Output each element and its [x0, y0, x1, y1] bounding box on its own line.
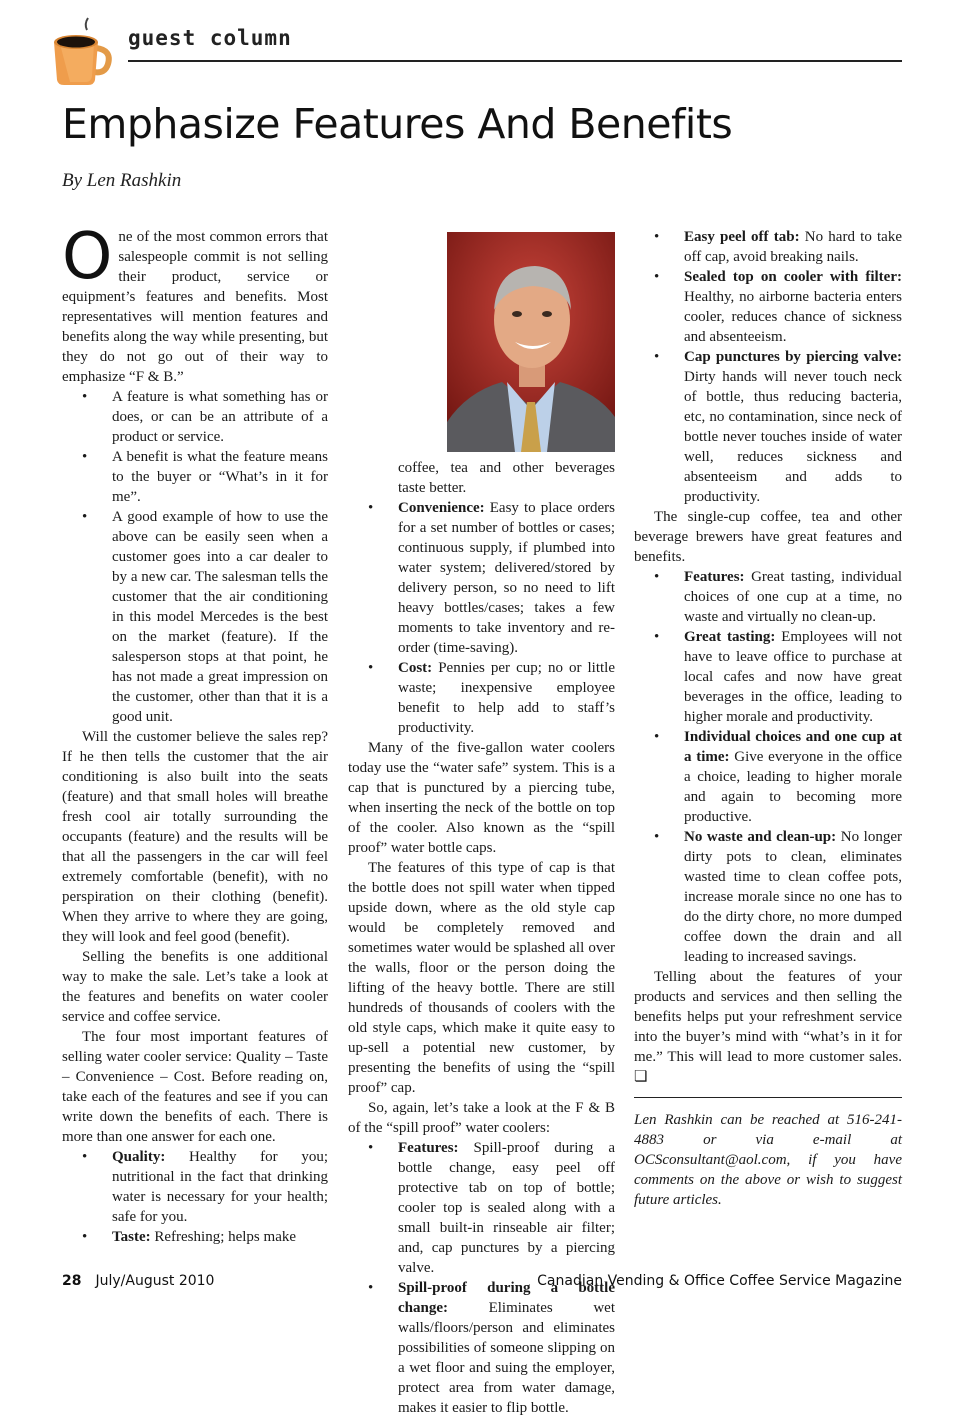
single-cup-list — [634, 567, 902, 967]
list-item: • Cost: Pennies per cup; no or little waste; inexpensive employee benefit to help add to staff’s productivity. — [348, 658, 615, 738]
intro-paragraph: One of the most common errors that salespeople commit is not selling their product, service or equipment’s features and benefits. Most representatives will mention features and benefits along the way while presenting, but they do not go out of their way to emphasize “F & B.” — [62, 220, 328, 385]
body-paragraph: Many of the five-gallon water coolers today use the “water safe” system. This is a cap that is punctured by a piercing tube, when inserting the neck of the bottle on top of the cooler. Also known as the “spill proof” water bottle caps. — [348, 740, 615, 856]
issue-date: July/August 2010 — [95, 1273, 215, 1289]
water-benefits-list — [62, 1147, 328, 1247]
list-item: • Features: Spill-proof during a bottle change, easy peel off protective tab on top of bottle; cooler top is sealed along with a small built-in rinseable air filter; and, cap punctures by a piercing valve. — [348, 1138, 615, 1278]
body-paragraph: Selling the benefits is one additional way to make the sale. Let’s take a look at the features and benefits on water cooler service and coffee service. — [62, 949, 328, 1025]
list-item: • Convenience: Easy to place orders for a set number of bottles or cases; continuous supply, if plumbed into water system; delivered/stored by delivery person, so no need to lift heavy bottles/cases; takes a few moments to take inventory and re-order (time-saving). — [348, 498, 615, 658]
spill-proof-list-continued — [634, 227, 902, 507]
list-item: • Sealed top on cooler with filter: Healthy, no airborne bacteria enters cooler, reduces chance of sickness and absenteeism. — [634, 267, 902, 347]
definition-list — [62, 387, 328, 727]
byline: By Len Rashkin — [62, 170, 182, 191]
list-item: • A benefit is what the feature means to the buyer or “What’s in it for me”. — [62, 447, 328, 507]
list-item: • Cap punctures by piercing valve: Dirty hands will never touch neck of bottle, thus reducing bacteria, etc, no contamination, since neck of bottle never touches inside of water well, reduces sickness and absenteeism and adds to productivity. — [634, 347, 902, 507]
signature-rule — [634, 1097, 902, 1098]
header-rule — [128, 60, 902, 62]
author-photo — [447, 232, 615, 452]
list-item: • Spill-proof during a bottle change: Eliminates wet walls/floors/person and eliminates possibilities of someone slipping on a wet floor and suing the employer, protect area from water damage, makes it easier to flip bottle. — [348, 1278, 615, 1418]
author-contact-note: Len Rashkin can be reached at 516-241-4883 or via e-mail at OCSconsultant@aol.com, if you have comments on the above or wish to suggest future articles. — [634, 1112, 902, 1208]
body-paragraph: Will the customer believe the sales rep? If he then tells the customer that the air conditioning is also built into the seats (feature) and that small holes will breathe fresh cool air totally surrounding the occupants (feature) and the results will be that all the passengers in the car will feel extremely comfortable (benefit), with no perspiration on their clothing (benefit). When they arrive to where they are going, they will look and feel good (benefit). — [62, 729, 328, 945]
closing-paragraph: Telling about the features of your products and services and then selling the benefits helps put your refreshment service into the buyer’s mind with “what’s in it for me.” This will lead to more customer sales. ❏ — [634, 969, 902, 1085]
list-item: • Easy peel off tab: No hard to take off cap, avoid breaking nails. — [634, 227, 902, 267]
magazine-name: Canadian Vending & Office Coffee Service Magazine — [537, 1273, 902, 1289]
list-item: • A feature is what something has or does, or can be an attribute of a product or service. — [62, 387, 328, 447]
list-item: • Taste: Refreshing; helps make — [62, 1227, 328, 1247]
list-item: • Quality: Healthy for you; nutritional in the fact that drinking water is necessary for your health; safe for you. — [62, 1147, 328, 1227]
column-1 — [62, 220, 328, 1247]
body-paragraph: So, again, let’s take a look at the F & B of the “spill proof” water coolers: — [348, 1100, 615, 1136]
list-item: • A good example of how to use the above can be easily seen when a customer goes into a car dealer to by a new car. The salesman tells the customer that the air conditioning in this model Mercedes is the best on the market (feature). If the salesperson stops at that point, he has not made a great impression on the customer, other than that it is a good unit. — [62, 507, 328, 727]
list-item: • Features: Great tasting, individual choices of one cup at a time, no waste and virtually no clean-up. — [634, 567, 902, 627]
column-label: guest column — [128, 26, 292, 50]
column-2 — [348, 227, 615, 1418]
body-paragraph: The single-cup coffee, tea and other beverage brewers have great features and benefits. — [634, 509, 902, 565]
article-title: Emphasize Features And Benefits — [62, 100, 733, 148]
list-item: • Great tasting: Employees will not have to leave office to purchase at local cafes and now have great beverages in the office, leading to higher morale and productivity. — [634, 627, 902, 727]
body-paragraph: The four most important features of selling water cooler service: Quality – Taste – Convenience – Cost. Before reading on, take each of the features and see if you can write down the benefits of each. There is more than one answer for each one. — [62, 1029, 328, 1145]
water-benefits-list-continued — [348, 498, 615, 738]
body-paragraph: The features of this type of cap is that the bottle does not spill water when tipped upside down, where as the old style cap would be completely removed and sometimes water would be splashed all over the walls, floor or the person doing the lifting of the heavy bottle. There are still hundreds of thousands of coolers with the old style caps, which make it quite easy to up-sell a potential new customer, by presenting the benefits of using the “spill proof” cap. — [348, 860, 615, 1096]
list-item: • No waste and clean-up: No longer dirty pots to clean, eliminates wasted time to clean coffee pots, increase morale since no one has to do the dirty chore, no more dumped coffee down the drain and all leading to increased savings. — [634, 827, 902, 967]
coffee-mug-icon — [50, 14, 114, 86]
page-number: 28 — [62, 1273, 82, 1289]
continued-text: coffee, tea and other beverages taste better. — [398, 460, 615, 496]
drop-cap: O — [62, 220, 113, 294]
list-item: • Individual choices and one cup at a time: Give everyone in the office a choice, leading to higher morale and again to becoming more productive. — [634, 727, 902, 827]
column-3 — [634, 227, 902, 1210]
page-footer-left — [62, 1273, 214, 1289]
